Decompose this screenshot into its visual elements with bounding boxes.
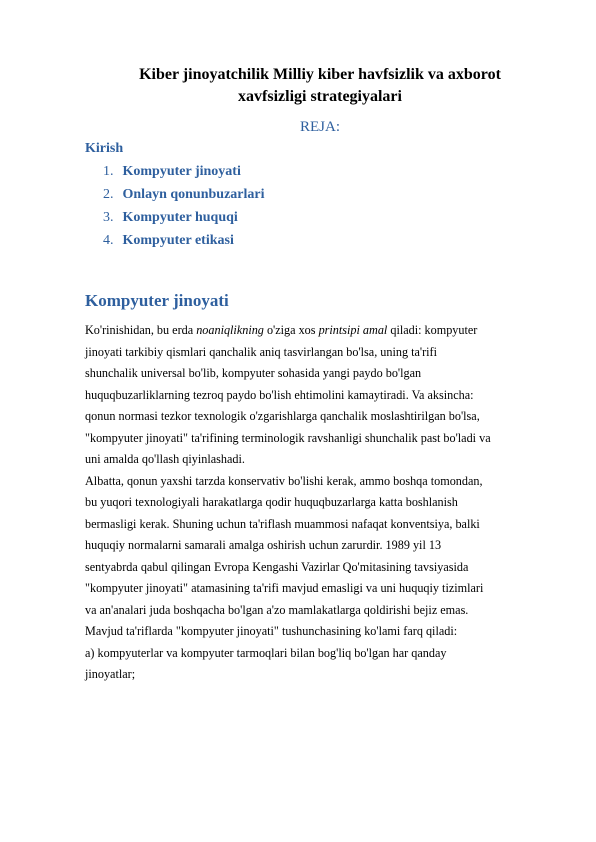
text-run: qiladi: kompyuter [387,323,478,337]
toc-number: 4. [103,233,114,248]
toc-item [103,232,265,255]
table-of-contents [103,163,265,255]
body-line: sentyabrda qabul qilingan Evropa Kengashi Vazirlar Qo'mitasining tavsiyasida [85,559,469,574]
toc-label: Kompyuter jinoyati [122,164,241,179]
toc-item [103,209,265,232]
toc-item [103,163,265,186]
body-line: bu yuqori texnologiyali harakatlarga qodir huquqbuzarlarga katta boshlanish [85,495,458,509]
body-line: shunchalik universal bo'lib, kompyuter sohasida yangi paydo bo'lgan [85,366,422,380]
body-line: qonun normasi tezkor texnologik o'zgarishlarga qanchalik moslashtirilgan bo'lsa, [85,409,480,423]
body-line: jinoyati tarkibiy qismlari qanchalik aniq tasvirlangan bo'lsa, uning ta'rifi [85,344,437,359]
body-line: uni amalda qo'llash qiyinlashadi. [85,452,245,466]
toc-number: 1. [103,164,114,179]
body-line [85,320,560,342]
toc-label: Kompyuter huquqi [122,210,238,225]
body-line: "kompyuter jinoyati" ta'rifining terminologik ravshanligi shunchalik past bo'ladi va [85,430,491,445]
body-line: huquqiy normalarni samarali amalga oshirish uchun zarurdir. 1989 yil 13 [85,538,442,552]
text-run: Ko'rinishidan, bu erda [85,323,197,337]
body-line: Albatta, qonun yaxshi tarzda konservativ bo'lishi kerak, ammo boshqa tomondan, [85,473,483,488]
italic-term: printsipi amal [318,323,388,337]
toc-label: Kompyuter etikasi [122,233,234,248]
section-heading: Kompyuter jinoyati [85,291,229,310]
body-line: va an'analari juda boshqacha bo'lgan a'zo mamlakatlarga qoldirishi bejiz emas. [85,602,469,617]
text-run: o'ziga xos [263,323,319,337]
toc-item [103,186,265,209]
reja-heading: REJA: [299,119,340,135]
body-line: a) kompyuterlar va kompyuter tarmoqlari bilan bog'liq bo'lgan har qanday [85,645,447,660]
toc-number: 2. [103,187,114,202]
title-line-1: Kiber jinoyatchilik Milliy kiber havfsizlik va axborot [139,66,501,83]
body-line: "kompyuter jinoyati" atamasining ta'rifi mavjud emasligi va uni huquqiy tizimlari [85,581,484,595]
body-line: Mavjud ta'riflarda "kompyuter jinoyati" tushunchasining ko'lami farq qiladi: [85,624,458,638]
document-title [90,64,550,108]
body-text [85,320,560,686]
title-line-2: xavfsizligi strategiyalari [238,88,402,105]
toc-label: Onlayn qonunbuzarlari [122,187,265,202]
body-line: huquqbuzarliklarning tezroq paydo bo'lish ehtimolini kamaytiradi. Va aksincha: [85,387,474,402]
body-line: bermasligi kerak. Shuning uchun ta'riflash muammosi nafaqat konventsiya, balki [85,516,480,531]
italic-term: noaniqlikning [196,323,264,337]
body-line: jinoyatlar; [85,667,136,681]
kirish-heading: Kirish [85,141,124,156]
toc-number: 3. [103,210,114,225]
